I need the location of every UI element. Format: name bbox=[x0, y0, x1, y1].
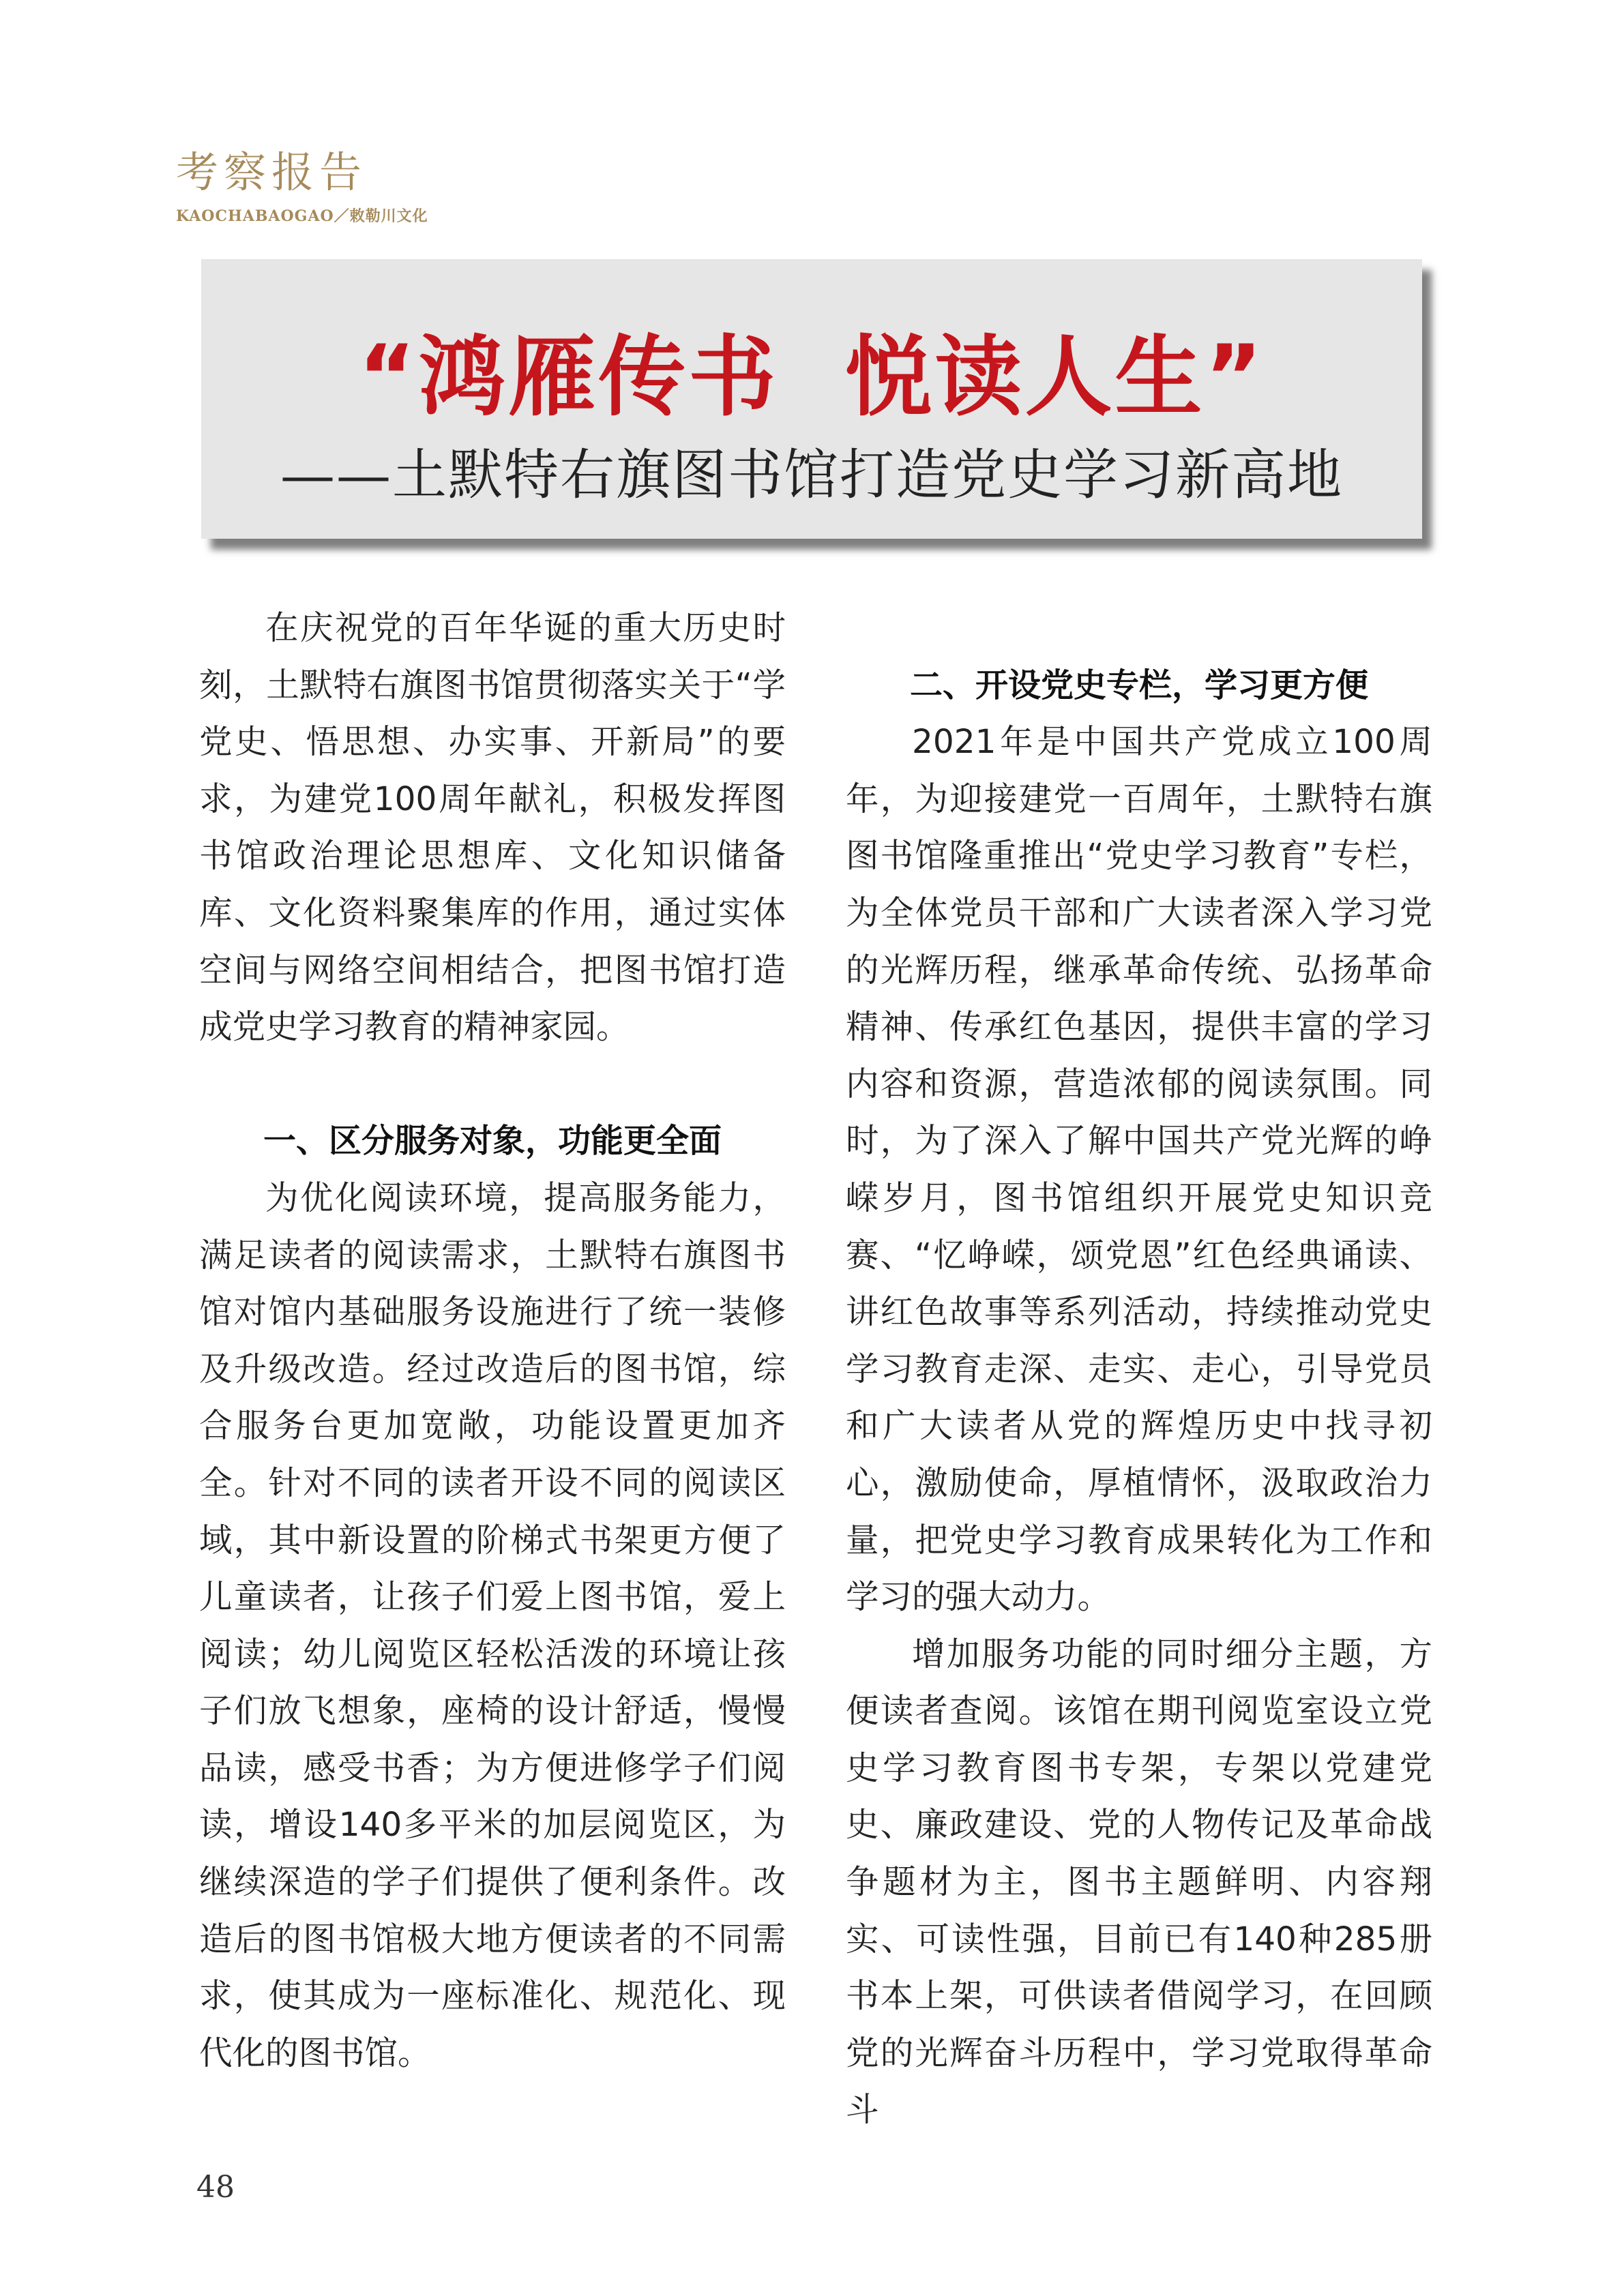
left-column bbox=[199, 600, 786, 2082]
intro-paragraph: 在庆祝党的百年华诞的重大历史时刻，土默特右旗图书馆贯彻落实关于“学党史、悟思想、办实事、开新局”的要求，为建党100周年献礼，积极发挥图书馆政治理论思想库、文化知识储备库、文化资料聚集库的作用，通过实体空间与网络空间相结合，把图书馆打造成党史学习教育的精神家园。 bbox=[199, 609, 786, 1047]
page-number: 48 bbox=[196, 2170, 235, 2205]
article-title: “鸿雁传书 悦读人生” bbox=[358, 327, 1265, 428]
article-subtitle: ——土默特右旗图书馆打造党史学习新高地 bbox=[280, 443, 1343, 507]
section2-paragraph-2: 增加服务功能的同时细分主题，方便读者查阅。该馆在期刊阅览室设立党史学习教育图书专架，专架以党建党史、廉政建设、党的人物传记及革命战争题材为主，图书主题鲜明、内容翔实、可读性强，目前已有140种285册书本上架，可供读者借阅学习，在回顾党的光辉奋斗历程中，学习党取得革命斗 bbox=[846, 1635, 1432, 2130]
section2-paragraph: 2021年是中国共产党成立100周年，为迎接建党一百周年，土默特右旗图书馆隆重推出“党史学习教育”专栏，为全体党员干部和广大读者深入学习党的光辉历程，继承革命传统、弘扬革命精神、传承红色基因，提供丰富的学习内容和资源，营造浓郁的阅读氛围。同时，为了深入了解中国共产党光辉的峥嵘岁月，图书馆组织开展党史知识竞赛、“忆峥嵘，颂党恩”红色经典诵读、讲红色故事等系列活动，持续推动党史学习教育走深、走实、走心，引导党员和广大读者从党的辉煌历史中找寻初心，激励使命，厚植情怀，汲取政治力量，把党史学习教育成果转化为工作和学习的强大动力。 bbox=[846, 723, 1432, 1617]
section1-heading: 一、区分服务对象，功能更全面 bbox=[263, 1122, 722, 1161]
right-column bbox=[846, 600, 1432, 2139]
section-title: 考察报告 bbox=[176, 147, 368, 197]
section1-paragraph: 为优化阅读环境，提高服务能力，满足读者的阅读需求，土默特右旗图书馆对馆内基础服务设施进行了统一装修及升级改造。经过改造后的图书馆，综合服务台更加宽敞，功能设置更加齐全。针对不同的读者开设不同的阅读区域，其中新设置的阶梯式书架更方便了儿童读者，让孩子们爱上图书馆，爱上阅读；幼儿阅览区轻松活泼的环境让孩子们放飞想象，座椅的设计舒适，慢慢品读，感受书香；为方便进修学子们阅读，增设140多平米的加层阅览区，为继续深造的学子们提供了便利条件。改造后的图书馆极大地方便读者的不同需求，使其成为一座标准化、规范化、现代化的图书馆。 bbox=[199, 1178, 786, 2072]
section-header bbox=[176, 147, 428, 226]
spacer bbox=[199, 1056, 786, 1114]
section-subtitle: KAOCHABAOGAO／敕勒川文化 bbox=[176, 207, 428, 225]
title-banner bbox=[201, 259, 1422, 539]
section2-heading: 二、开设党史专栏，学习更方便 bbox=[909, 666, 1368, 704]
spacer bbox=[846, 600, 1432, 657]
